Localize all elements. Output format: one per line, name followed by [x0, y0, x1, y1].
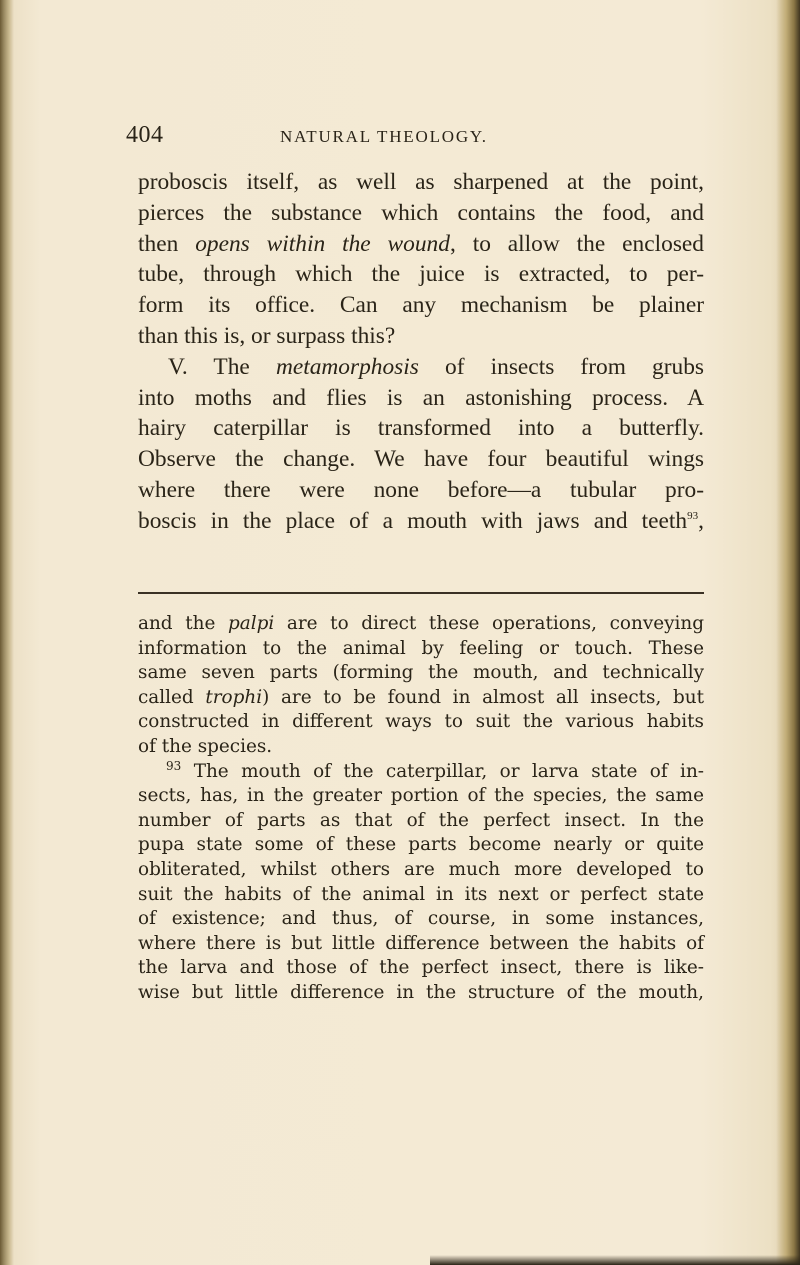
body-line: form its office. Can any mechanism be plainer	[138, 292, 704, 319]
page-bottom-edge	[430, 1255, 800, 1265]
footnote-line: called trophi) are to be found in almost all insects, but	[138, 686, 704, 708]
footnote-line: obliterated, whilst others are much more developed to	[138, 858, 704, 880]
body-line: into moths and flies is an astonishing process. A	[138, 384, 704, 411]
body-line: boscis in the place of a mouth with jaws and teeth$^{93}$,	[138, 507, 704, 534]
body-text	[138, 167, 704, 537]
footnote-line: constructed in different ways to suit the various habits	[138, 711, 704, 733]
body-line: pierces the substance which contains the food, and	[138, 199, 704, 226]
footnotes	[138, 612, 704, 1006]
footnote-line: and the palpi are to direct these operations, conveying	[138, 613, 704, 634]
footnote-line: information to the animal by feeling or touch. These	[138, 637, 704, 659]
footnote-line: wise but little difference in the structure of the mouth,	[138, 981, 704, 1003]
footnote-line: pupa state some of these parts become nearly or quite	[138, 834, 704, 856]
footnote-line: of existence; and thus, of course, in some instances,	[138, 908, 704, 930]
page-gutter-shadow	[0, 0, 14, 1265]
footnote-93-start: $^{93}$ The mouth of the caterpillar, or larva state of in-	[166, 758, 704, 782]
body-line: then opens within the wound, to allow the enclosed	[138, 230, 704, 257]
footnote-line: same seven parts (forming the mouth, and technically	[138, 662, 704, 684]
footnote-line: number of parts as that of the perfect insect. In the	[138, 809, 704, 831]
body-line: Observe the change. We have four beautiful wings	[138, 446, 704, 473]
footnote-line: where there is but little difference between the habits of	[138, 932, 704, 954]
body-line: hairy caterpillar is transformed into a butterfly.	[138, 415, 704, 442]
page-header	[126, 122, 706, 152]
body-line: proboscis itself, as well as sharpened at the point,	[138, 169, 704, 195]
page-number: 404	[126, 122, 164, 148]
running-head: NATURAL THEOLOGY.	[280, 127, 488, 146]
footnote-line: sects, has, in the greater portion of the species, the same	[138, 785, 704, 807]
page-edge-shadow	[776, 0, 800, 1265]
body-line: V. The metamorphosis of insects from grubs	[168, 353, 704, 380]
body-line: where there were none before—a tubular pro-	[138, 476, 704, 503]
body-line: than this is, or surpass this?	[138, 322, 396, 349]
footnote-line: the larva and those of the perfect insect, there is like-	[138, 957, 704, 979]
footnote-line: of the species.	[138, 735, 273, 757]
footnote-rule	[138, 592, 704, 594]
footnote-line: suit the habits of the animal in its next or perfect state	[138, 883, 704, 905]
body-line: tube, through which the juice is extracted, to per-	[138, 261, 704, 288]
